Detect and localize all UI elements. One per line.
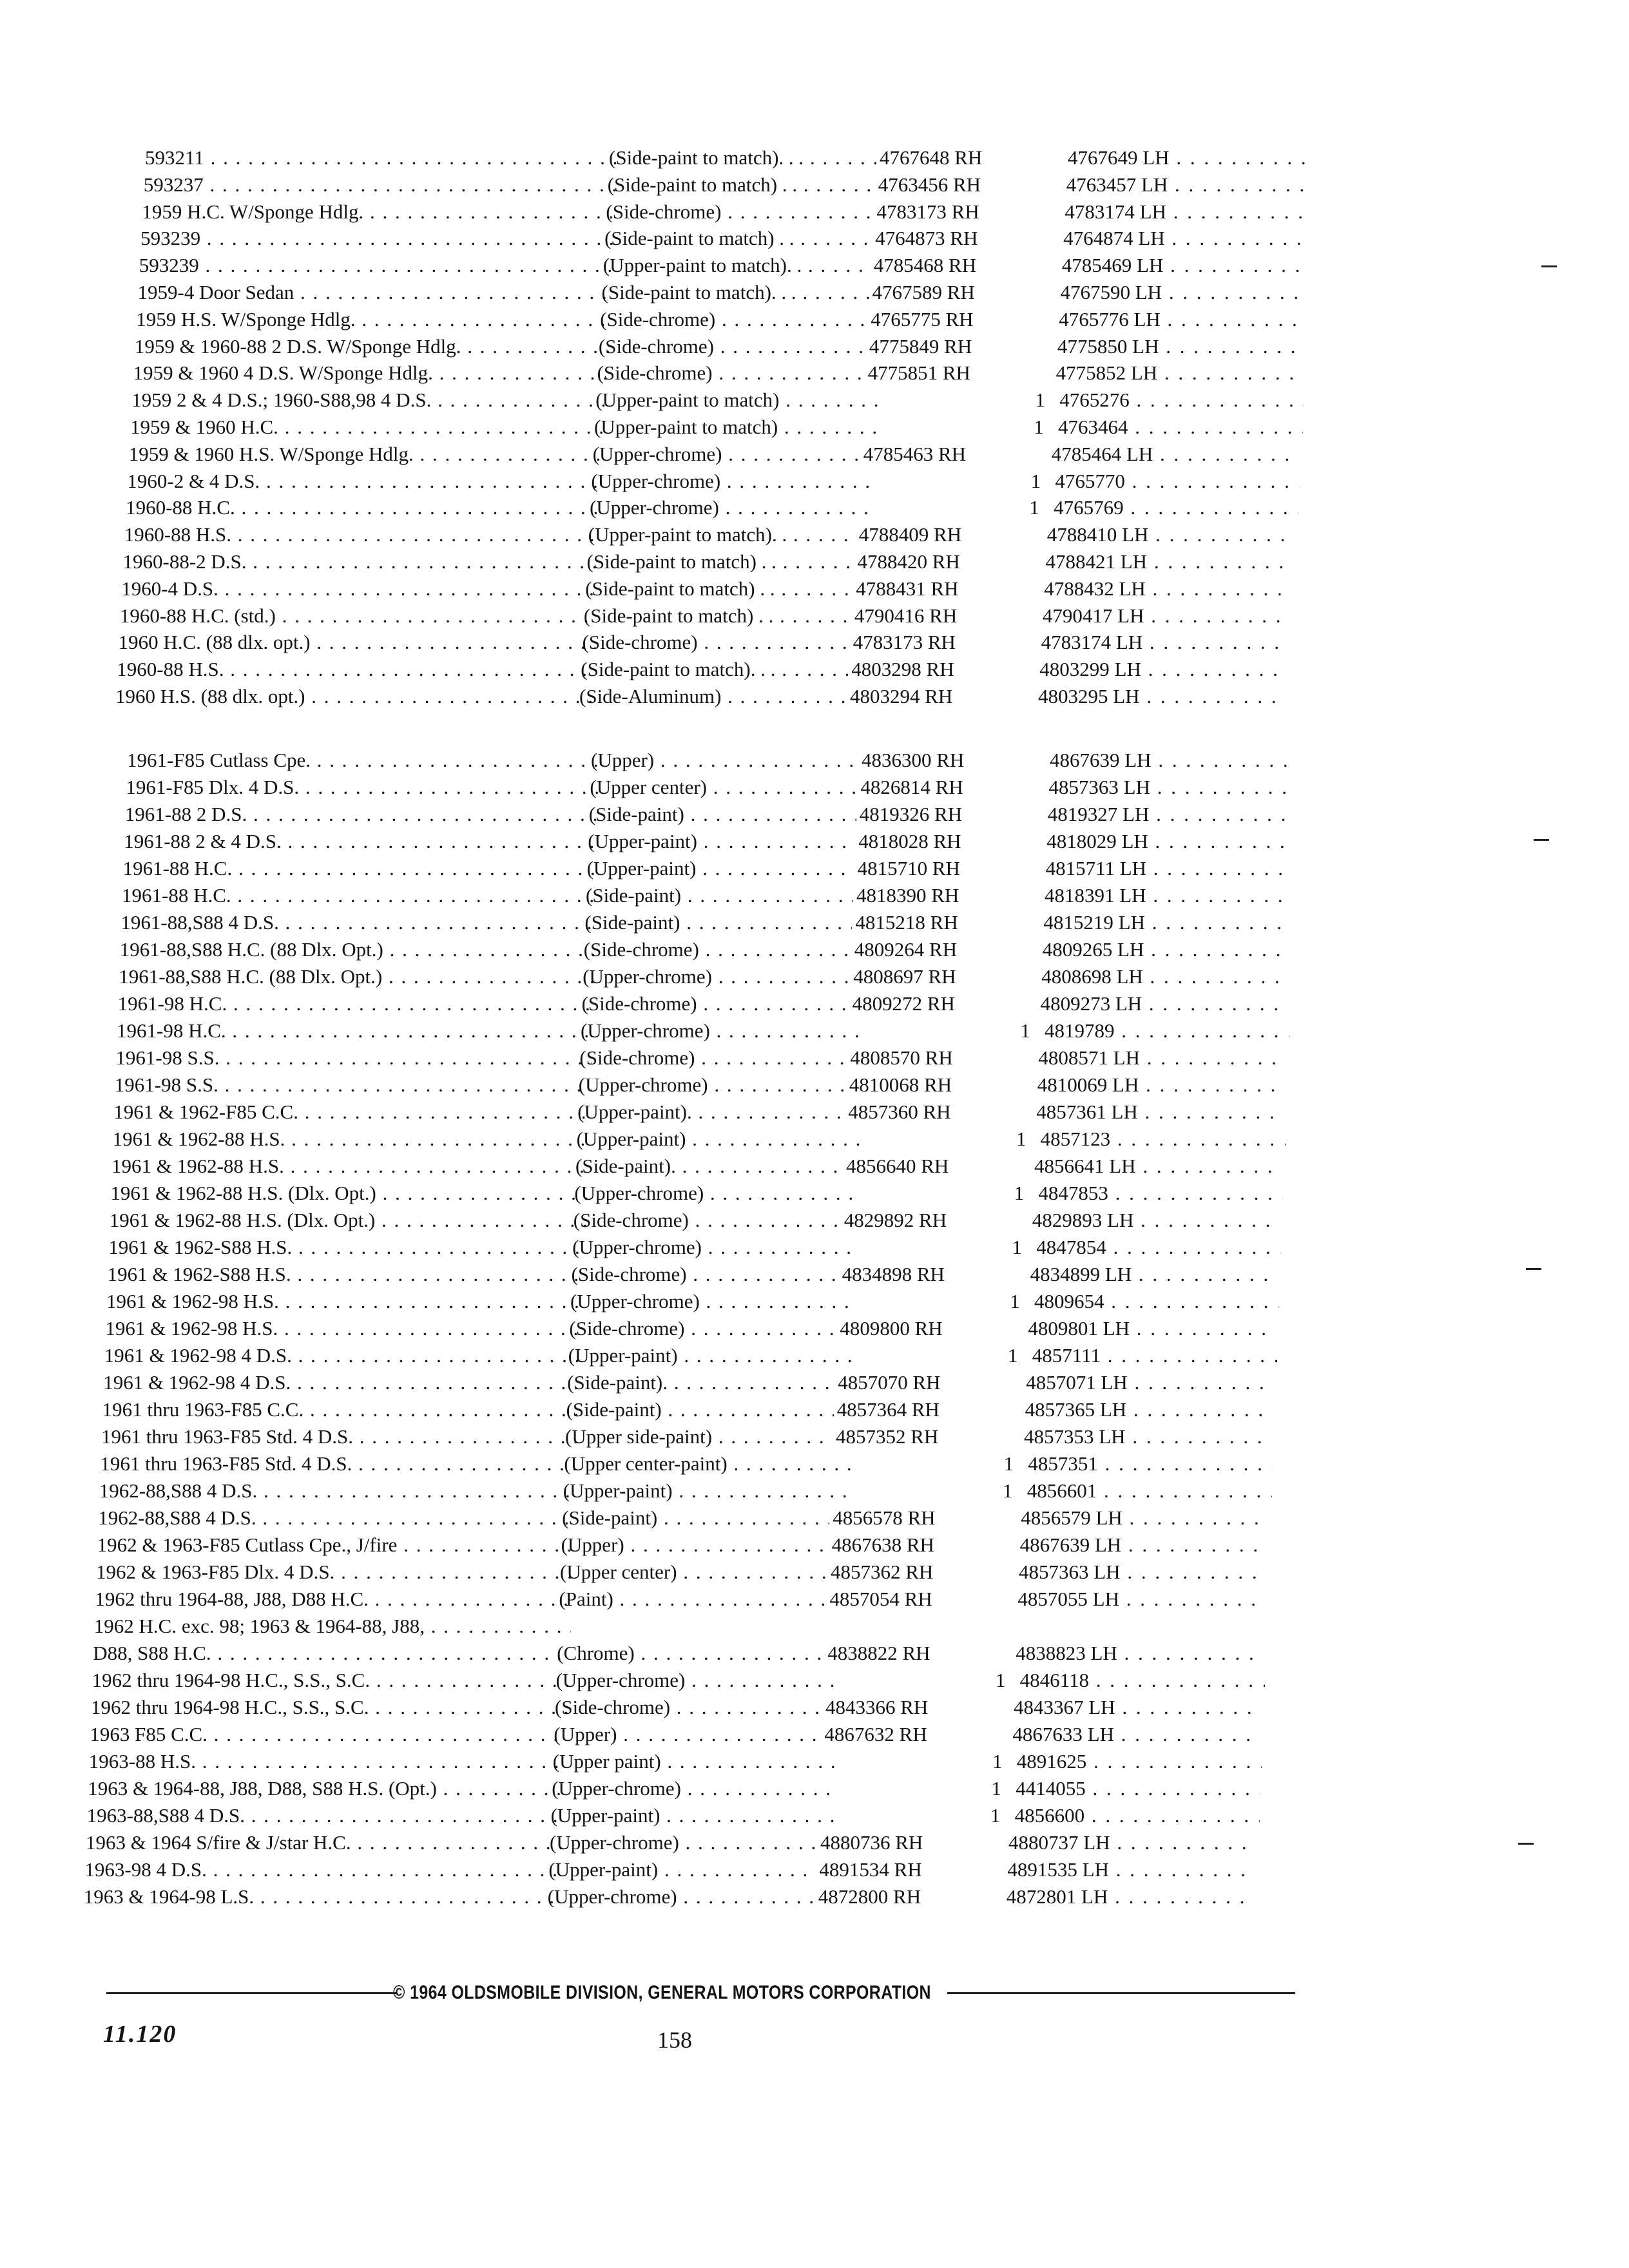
model-description: 1962 thru 1964-98 H.C., S.S., S.C. . . . <box>91 1695 568 1720</box>
part-type: (Side-paint to match) . . . . . <box>585 576 853 602</box>
model-description: 1960-88 H.C. . . . <box>126 495 602 521</box>
part-number-rh: 4829892 RH <box>843 1209 947 1231</box>
model-description: 1963 & 1964 S/fire & J/star H.C. . . . <box>86 1830 563 1856</box>
model-description: 1959 2 & 4 D.S.; 1960-S88,98 4 D.S. . . . <box>131 387 608 413</box>
model-description: 1963-88 H.S. . . . <box>89 1749 566 1774</box>
part-type: (Upper-chrome) . . . <box>591 468 878 494</box>
part-number-rh: 4763456 RH <box>878 173 981 196</box>
part-number-lh: 4867633 LH . . . <box>1012 1722 1257 1747</box>
part-number-lh: 4843367 LH . . . <box>1014 1695 1258 1720</box>
model-description: 593237 . . . <box>144 172 621 198</box>
part-type: (Side-chrome) . . . <box>574 1207 841 1233</box>
part-type: (Chrome) . . . <box>557 1640 824 1666</box>
quantity: 1 <box>1035 389 1046 412</box>
part-type: (Side-paint to match) . . . . . <box>604 226 872 251</box>
quantity: 1 <box>1034 416 1044 438</box>
model-description: 1959 & 1960 H.C. . . . <box>130 414 607 440</box>
part-type: (Upper-chrome) . . . <box>579 1072 846 1098</box>
part-number-lh: 4819789 . . . <box>1045 1018 1289 1044</box>
part-number-rh: 4765775 RH <box>871 307 974 331</box>
model-description: 1963 & 1964-98 L.S. . . . <box>84 1884 561 1910</box>
part-type: (Upper-paint to match) . . . <box>594 414 881 440</box>
model-description: 1961-88 2 & 4 D.S. . . . <box>124 829 601 854</box>
part-number-rh: 4857070 RH <box>838 1371 941 1394</box>
part-type: (Upper-chrome) . . . <box>570 1289 857 1314</box>
model-description: 1961 & 1962-F85 C.C. . . . <box>113 1099 590 1125</box>
part-type: (Side-paint to match). . . . . . <box>581 657 848 682</box>
footer-copyright: © 1964 OLDSMOBILE DIVISION, GENERAL MOTORS CORPORATION <box>393 1982 931 2003</box>
footer-rule-right <box>947 1992 1295 1994</box>
part-type: (Upper-chrome) . . . <box>548 1884 815 1910</box>
part-number-rh: 4857362 RH <box>831 1561 934 1583</box>
model-description: 1963 F85 C.C. . . . <box>90 1722 566 1747</box>
part-type: (Side-chrome) . . . <box>606 199 873 225</box>
model-description: 1961-F85 Cutlass Cpe. . . . <box>127 747 604 773</box>
part-type: (Upper center) . . . <box>560 1559 827 1585</box>
quantity: 1 <box>1010 1290 1020 1312</box>
part-number-lh: 4803295 LH . . . <box>1038 684 1283 709</box>
part-type: (Side-chrome) . . . <box>600 307 867 332</box>
model-description: 1960-4 D.S. . . . <box>121 576 598 602</box>
model-description: 1963-98 4 D.S. . . . <box>84 1857 561 1883</box>
part-type: (Side-paint) . . . <box>566 1397 834 1423</box>
model-description: 1959 & 1960-88 2 D.S. W/Sponge Hdlg. . . . <box>135 334 612 360</box>
part-number-lh: 4809273 LH . . . <box>1041 991 1286 1017</box>
part-type: (Upper) . . . <box>554 1722 821 1747</box>
part-type: (Upper center-paint) . . . <box>564 1451 851 1477</box>
part-type: (Upper-paint to match) . . . <box>595 387 882 413</box>
part-number-lh: 4803299 LH . . . <box>1039 657 1284 682</box>
part-type: (Side-paint) . . . <box>586 883 853 908</box>
part-number-lh: 4818029 LH . . . <box>1046 829 1291 854</box>
model-description: 1960-88 H.S. . . . <box>124 522 601 548</box>
part-number-rh: 4843366 RH <box>825 1696 929 1718</box>
model-description: 1960 H.S. (88 dlx. opt.) . . . <box>115 684 592 709</box>
quantity: 1 <box>1014 1182 1025 1204</box>
part-type: (Side-paint to match) . . . . . <box>587 549 854 575</box>
model-description: 1959 H.C. W/Sponge Hdlg. . . . <box>142 199 619 225</box>
part-type: (Upper-paint) . . . <box>548 1857 816 1883</box>
part-number-lh: 4857111 . . . <box>1032 1343 1277 1369</box>
part-number-rh: 4856640 RH <box>846 1155 949 1177</box>
part-number-lh: 4856641 LH . . . <box>1034 1153 1279 1179</box>
part-type: (Side-chrome) . . . <box>599 334 866 360</box>
model-description: 1961-88,S88 H.C. (88 Dlx. Opt.) . . . <box>119 964 595 990</box>
part-number-lh: 4809265 LH . . . <box>1043 937 1287 963</box>
model-description: 1961 & 1962-98 4 D.S. . . . <box>103 1370 580 1396</box>
model-description: 1962 & 1963-F85 Dlx. 4 D.S. . . . <box>96 1559 573 1585</box>
part-number-rh: 4767589 RH <box>872 281 975 303</box>
part-type: (Upper-chrome) . . . <box>581 1018 867 1044</box>
part-type: (Side-paint to match). . . . . . <box>602 280 869 305</box>
part-number-rh: 4818390 RH <box>856 884 959 907</box>
part-number-lh: 4414055 . . . <box>1016 1776 1260 1802</box>
part-number-rh: 4775849 RH <box>869 334 972 358</box>
part-number-rh: 4785463 RH <box>863 442 967 465</box>
part-number-rh: 4891534 RH <box>819 1858 922 1881</box>
part-number-rh: 4836300 RH <box>862 749 965 771</box>
part-number-rh: 4809272 RH <box>852 992 955 1015</box>
part-number-lh: 4765776 LH . . . <box>1059 307 1304 332</box>
model-description: 1960-2 & 4 D.S. . . . <box>127 468 604 494</box>
section-number: 11.120 <box>103 2021 177 2048</box>
model-description: 1961-88 H.C. . . . <box>123 856 600 881</box>
part-number-lh: 4815219 LH . . . <box>1043 910 1288 936</box>
part-number-rh: 4788431 RH <box>856 577 959 600</box>
model-description: 1961 & 1962-S88 H.S. . . . <box>108 1235 585 1260</box>
part-number-lh: 4857351 . . . <box>1028 1451 1273 1477</box>
quantity: 1 <box>1030 469 1041 492</box>
part-type: (Side-chrome) . . . <box>572 1262 839 1287</box>
part-number-lh: 4838823 LH . . . <box>1016 1640 1260 1666</box>
footer-rule-left <box>106 1992 396 1994</box>
part-number-rh: 4826814 RH <box>860 776 963 798</box>
part-number-lh: 4788410 LH . . . <box>1047 522 1292 548</box>
part-type: (Side-chrome) . . . <box>569 1316 836 1341</box>
model-description: 1961-88,S88 4 D.S. . . . <box>120 910 597 936</box>
part-number-rh: 4783173 RH <box>876 200 979 223</box>
margin-mark <box>1526 1268 1541 1270</box>
part-number-lh: 4857353 LH . . . <box>1024 1424 1269 1450</box>
part-number-lh: 4857361 LH . . . <box>1036 1099 1281 1125</box>
model-description: 1960-88 H.C. (std.) . . . <box>120 603 597 629</box>
part-number-lh: 4810069 LH . . . <box>1037 1072 1282 1098</box>
model-description: 1961-88 2 D.S. . . . <box>125 802 602 827</box>
part-number-rh: 4790416 RH <box>854 604 958 627</box>
part-number-rh: 4809264 RH <box>854 938 958 961</box>
part-number-rh: 4819326 RH <box>859 803 963 825</box>
part-number-lh: 4891625 . . . <box>1017 1749 1262 1774</box>
part-number-lh: 4847853 . . . <box>1038 1180 1283 1206</box>
part-number-lh: 4763457 LH . . . <box>1066 172 1311 198</box>
quantity: 1 <box>995 1669 1006 1691</box>
part-number-lh: 4788432 LH . . . <box>1044 576 1289 602</box>
part-type: (Upper-paint) . . . <box>577 1126 863 1152</box>
part-type: (Upper-chrome) . . . <box>572 1235 859 1260</box>
model-description: 1961 thru 1963-F85 Std. 4 D.S. . . . <box>101 1424 578 1450</box>
model-description: 593239 . . . <box>139 253 616 278</box>
model-description: 1960 H.C. (88 dlx. opt.) . . . <box>119 629 595 655</box>
part-number-lh: 4857055 LH . . . <box>1017 1586 1262 1612</box>
quantity: 1 <box>1012 1236 1022 1258</box>
part-type: (Side-chrome) . . . <box>584 937 851 963</box>
part-number-lh: 4767649 LH . . . <box>1068 145 1313 171</box>
model-description: 593211 . . . <box>145 145 622 171</box>
model-description: 593239 . . . <box>140 226 617 251</box>
part-number-rh: 4838822 RH <box>827 1642 930 1664</box>
model-description: 1960-88 H.S. . . . <box>117 657 593 682</box>
model-description: 1961 & 1962-98 4 D.S. . . . <box>104 1343 581 1369</box>
part-number-rh: 4810068 RH <box>849 1073 952 1096</box>
part-number-lh: 4765769 . . . <box>1054 495 1298 521</box>
part-number-lh: 4808571 LH . . . <box>1038 1045 1283 1071</box>
part-type: (Upper-chrome) . . . <box>556 1667 843 1693</box>
part-type: (Upper paint) . . . <box>553 1749 840 1774</box>
part-number-lh: 4765276 . . . <box>1059 387 1304 413</box>
part-number-rh: 4872800 RH <box>818 1885 921 1908</box>
model-description: 1962 thru 1964-98 H.C., S.S., S.C. . . . <box>92 1667 569 1693</box>
model-description: 1961-98 S.S. . . . <box>115 1072 592 1098</box>
part-type: (Upper-paint to match). . . . . <box>603 253 871 278</box>
part-number-lh: 4834899 LH . . . <box>1030 1262 1275 1287</box>
model-description: 1961 thru 1963-F85 C.C. . . . <box>102 1397 579 1423</box>
part-type: (Side-paint to match). . . . . . <box>609 145 876 171</box>
page-number: 158 <box>657 2027 692 2053</box>
part-number-rh: 4764873 RH <box>875 227 978 250</box>
part-type: (Upper-chrome) . . . <box>550 1830 817 1856</box>
part-type: (Upper-paint to match). . . . . <box>588 522 856 548</box>
quantity: 1 <box>1020 1019 1030 1042</box>
part-number-lh: 4846118 . . . <box>1020 1667 1265 1693</box>
model-description: 1961 & 1962-88 H.S. (Dlx. Opt.) . . . <box>110 1207 586 1233</box>
part-number-lh: 4857363 LH . . . <box>1048 774 1293 800</box>
part-number-lh: 4808698 LH . . . <box>1041 964 1286 990</box>
model-description: 1961 & 1962-88 H.S. (Dlx. Opt.) . . . <box>110 1180 587 1206</box>
part-type: (Upper-paint). . . . <box>577 1099 845 1125</box>
quantity: 1 <box>1016 1128 1027 1150</box>
part-number-rh: 4803294 RH <box>850 685 953 707</box>
part-number-rh: 4857360 RH <box>848 1100 951 1123</box>
part-type: (Paint) . . . <box>559 1586 826 1612</box>
part-type: (Side-chrome) . . . <box>579 1045 847 1071</box>
model-description: 1959 H.S. W/Sponge Hdlg. . . . <box>136 307 613 332</box>
part-number-rh: 4857054 RH <box>829 1588 932 1610</box>
part-number-lh: 4783174 LH . . . <box>1041 629 1286 655</box>
part-number-rh: 4808570 RH <box>850 1046 953 1069</box>
part-number-lh: 4857363 LH . . . <box>1019 1559 1264 1585</box>
model-description: 1961-98 S.S. . . . <box>115 1045 592 1071</box>
part-number-lh: 4764874 LH . . . <box>1063 226 1308 251</box>
part-type: (Upper-chrome) . . . <box>593 441 860 467</box>
part-number-rh: 4880736 RH <box>820 1831 923 1854</box>
part-number-lh: 4775850 LH . . . <box>1057 334 1302 360</box>
part-number-lh: 4809654 . . . <box>1034 1289 1279 1314</box>
model-description: 1961-F85 Dlx. 4 D.S. . . . <box>126 774 602 800</box>
model-description: 1961 & 1962-S88 H.S. . . . <box>108 1262 584 1287</box>
part-number-lh: 4856579 LH . . . <box>1021 1505 1266 1531</box>
part-type: (Upper-chrome) . . . <box>552 1776 838 1802</box>
part-number-rh: 4808697 RH <box>853 965 956 988</box>
part-number-lh: 4788421 LH . . . <box>1046 549 1291 575</box>
part-number-lh: 4847854 . . . <box>1036 1235 1281 1260</box>
part-number-lh: 4785464 LH . . . <box>1052 441 1296 467</box>
part-type: (Upper-paint) . . . <box>587 856 854 881</box>
part-number-rh: 4803298 RH <box>851 658 954 681</box>
model-description: 1963-88,S88 4 D.S. . . . <box>87 1803 564 1829</box>
quantity: 1 <box>1008 1344 1018 1367</box>
part-number-lh: 4891535 LH . . . <box>1007 1857 1252 1883</box>
part-type: (Side-paint) . . . <box>584 910 852 936</box>
part-number-lh: 4867639 LH . . . <box>1050 747 1295 773</box>
margin-mark <box>1534 839 1549 841</box>
part-number-lh: 4819327 LH . . . <box>1048 802 1293 827</box>
part-number-rh: 4857364 RH <box>836 1398 940 1421</box>
model-description: 1962 & 1963-F85 Cutlass Cpe., J/fire . . . <box>97 1532 574 1558</box>
part-number-lh: 4775852 LH . . . <box>1056 360 1301 386</box>
part-number-lh: 4857123 . . . <box>1041 1126 1286 1152</box>
part-type: (Side-paint). . . . <box>575 1153 843 1179</box>
part-type: (Side-paint). . . . <box>567 1370 834 1396</box>
margin-mark <box>1541 265 1557 267</box>
part-type: (Side-paint to match) . . . . . <box>608 172 875 198</box>
model-description: 1962-88,S88 4 D.S. . . . <box>99 1478 576 1504</box>
part-type: (Upper-paint) . . . <box>563 1478 850 1504</box>
part-type: (Upper-paint) . . . <box>568 1343 855 1369</box>
part-number-lh: 4872801 LH . . . <box>1007 1884 1251 1910</box>
model-description: 1961 & 1962-98 H.S. . . . <box>106 1289 583 1314</box>
part-type: (Side-chrome) . . . <box>555 1695 822 1720</box>
quantity: 1 <box>990 1804 1001 1827</box>
part-number-rh: 4783173 RH <box>853 631 956 654</box>
part-number-lh: 4783174 LH . . . <box>1065 199 1309 225</box>
model-description: 1963 & 1964-88, J88, D88, S88 H.S. (Opt.) . . . <box>88 1776 564 1802</box>
part-number-rh: 4857352 RH <box>836 1425 939 1448</box>
model-description: D88, S88 H.C. . . . <box>93 1640 570 1666</box>
part-type: (Upper) . . . <box>561 1532 829 1558</box>
part-type: (Side-paint) . . . <box>562 1505 829 1531</box>
part-number-lh: 4856600 . . . <box>1015 1803 1260 1829</box>
part-number-rh: 4867638 RH <box>831 1533 934 1556</box>
part-type: (Side-paint) . . . <box>589 802 856 827</box>
part-number-rh: 4788420 RH <box>857 550 960 573</box>
model-description: 1960-88-2 D.S. . . . <box>123 549 600 575</box>
part-number-rh: 4818028 RH <box>858 830 961 852</box>
model-description: 1962 thru 1964-88, J88, D88 H.C. . . . <box>95 1586 572 1612</box>
part-number-lh: 4818391 LH . . . <box>1045 883 1289 908</box>
part-type: (Upper-paint) . . . <box>588 829 855 854</box>
model-description: 1959 & 1960 4 D.S. W/Sponge Hdlg. . . . <box>133 360 610 386</box>
quantity: 1 <box>1029 496 1039 519</box>
part-number-rh: 4867632 RH <box>824 1723 927 1745</box>
quantity: 1 <box>991 1777 1001 1800</box>
part-type: (Upper side-paint) . . . <box>565 1424 833 1450</box>
model-description: 1961 & 1962-98 H.S. . . . <box>105 1316 582 1341</box>
model-description: 1961 & 1962-88 H.S. . . . <box>113 1126 590 1152</box>
part-type: (Upper-chrome) . . . <box>574 1180 861 1206</box>
part-number-lh: 4857365 LH . . . <box>1025 1397 1270 1423</box>
part-number-lh: 4790417 LH . . . <box>1043 603 1287 629</box>
part-type: (Upper center) . . . <box>590 774 857 800</box>
model-description: 1961-88,S88 H.C. (88 Dlx. Opt.) . . . <box>120 937 597 963</box>
part-number-lh: 4857071 LH . . . <box>1026 1370 1271 1396</box>
quantity: 1 <box>1003 1452 1014 1475</box>
part-number-lh: 4856601 . . . <box>1027 1478 1272 1504</box>
model-description: 1962-88,S88 4 D.S. . . . <box>98 1505 575 1531</box>
part-number-lh: 4809801 LH . . . <box>1028 1316 1273 1341</box>
part-number-rh: 4788409 RH <box>858 523 962 546</box>
part-number-lh: 4765770 . . . <box>1055 468 1300 494</box>
part-number-lh: 4763464 . . . <box>1058 414 1303 440</box>
part-number-rh: 4775851 RH <box>867 361 970 385</box>
part-type: (Upper) . . . <box>591 747 858 773</box>
part-number-lh: 4815711 LH . . . <box>1046 856 1291 881</box>
part-type: (Upper-chrome) . . . <box>590 495 876 521</box>
model-description: 1961 & 1962-88 H.S. . . . <box>111 1153 588 1179</box>
part-number-lh: 4785469 LH . . . <box>1062 253 1307 278</box>
part-number-lh: 4829893 LH . . . <box>1032 1207 1277 1233</box>
part-number-rh: 4785468 RH <box>873 254 977 277</box>
quantity: 1 <box>1003 1479 1013 1502</box>
part-number-rh: 4815218 RH <box>855 911 958 934</box>
part-number-rh: 4856578 RH <box>833 1506 936 1529</box>
part-type: (Side-chrome) . . . <box>583 629 850 655</box>
part-number-rh: 4815710 RH <box>857 857 960 879</box>
model-description: 1961 thru 1963-F85 Std. 4 D.S. . . . <box>100 1451 577 1477</box>
model-description: 1959 & 1960 H.S. W/Sponge Hdlg. . . . <box>129 441 606 467</box>
margin-mark <box>1518 1843 1534 1845</box>
model-description: 1959-4 Door Sedan . . . <box>138 280 615 305</box>
part-type: (Side-chrome) . . . <box>582 991 849 1017</box>
part-type: (Upper-chrome) . . . <box>583 964 850 990</box>
model-description: 1961-98 H.C. . . . <box>117 1018 593 1044</box>
part-type: (Side-paint to match) . . . . . <box>584 603 851 629</box>
quantity: 1 <box>992 1750 1003 1773</box>
part-number-rh: 4809800 RH <box>840 1317 943 1340</box>
part-type: (Side-Aluminum) . . . <box>579 684 847 709</box>
model-description: 1961-88 H.C. . . . <box>122 883 599 908</box>
part-number-lh: 4867639 LH . . . <box>1020 1532 1265 1558</box>
part-type: (Upper-paint) . . . <box>551 1803 838 1829</box>
model-description: 1961-98 H.C. . . . <box>118 991 595 1017</box>
part-type: (Side-chrome) . . . <box>597 360 865 386</box>
model-description: 1962 H.C. exc. 98; 1963 & 1964-88, J88, . . . <box>94 1613 571 1639</box>
part-number-rh: 4767648 RH <box>880 146 983 169</box>
part-number-rh: 4834898 RH <box>842 1263 945 1285</box>
part-number-lh: 4767590 LH . . . <box>1061 280 1306 305</box>
part-number-lh: 4880737 LH . . . <box>1008 1830 1253 1856</box>
